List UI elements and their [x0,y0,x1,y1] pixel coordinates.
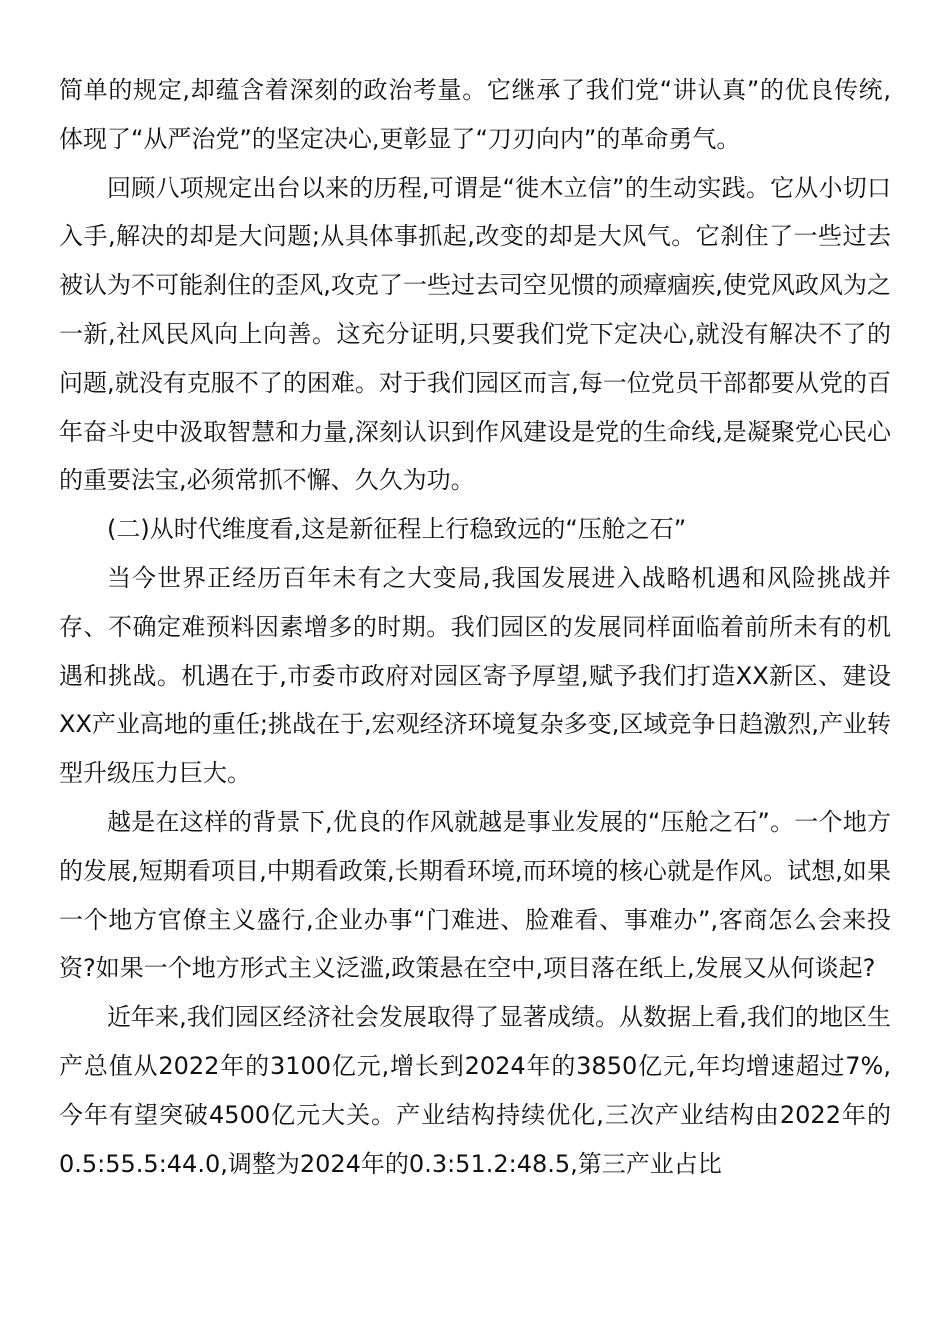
paragraph-eight-rules-review: 回顾八项规定出台以来的历程,可谓是“徙木立信”的生动实践。它从小切口入手,解决的却是大问题;从具体事抓起,改变的却是大风气。它刹住了一些过去被认为不可能刹住的歪风,攻克了一些过去司空见惯的顽瘴痼疾,使党风政风为之一新,社风民风向上向善。这充分证明,只要我们党下定决心,就没有解决不了的问题,就没有克服不了的困难。对于我们园区而言,每一位党员干部都要从党的百年奋斗史中汲取智慧和力量,深刻认识到作风建设是党的生命线,是凝聚党心民心的重要法宝,必须常抓不懈、久久为功。 [59,173,891,495]
paragraph-continuation: 简单的规定,却蕴含着深刻的政治考量。它继承了我们党“讲认真”的优良传统,体现了“从严治党”的坚定决心,更彰显了“刀刃向内”的革命勇气。 [59,76,891,153]
paragraph-ballast-stone: 越是在这样的背景下,优良的作风就越是事业发展的“压舱之石”。一个地方的发展,短期看项目,中期看政策,长期看环境,而环境的核心就是作风。试想,如果一个地方官僚主义盛行,企业办事“门难进、脸难看、事难办”,客商怎么会来投资?如果一个地方形式主义泛滥,政策悬在空中,项目落在纸上,发展又从何谈起? [59,807,891,983]
paragraph-world-changes: 当今世界正经历百年未有之大变局,我国发展进入战略机遇和风险挑战并存、不确定难预料因素增多的时期。我们园区的发展同样面临着前所未有的机遇和挑战。机遇在于,市委市政府对园区寄予厚望,赋予我们打造XX新区、建设XX产业高地的重任;挑战在于,宏观经济环境复杂多变,区域竞争日趋激烈,产业转型升级压力巨大。 [59,563,891,788]
section-heading: (二)从时代维度看,这是新征程上行稳致远的“压舱之石” [107,515,687,544]
paragraph-economic-data: 近年来,我们园区经济社会发展取得了显著成绩。从数据上看,我们的地区生产总值从2022年的3100亿元,增长到2024年的3850亿元,年均增速超过7%,今年有望突破4500亿元大关。产业结构持续优化,三次产业结构由2022年的0.5:55.5:44.0,调整为2024年的0.3:51.2:48.5,第三产业占比 [59,1003,891,1178]
document-page [59,66,891,1188]
